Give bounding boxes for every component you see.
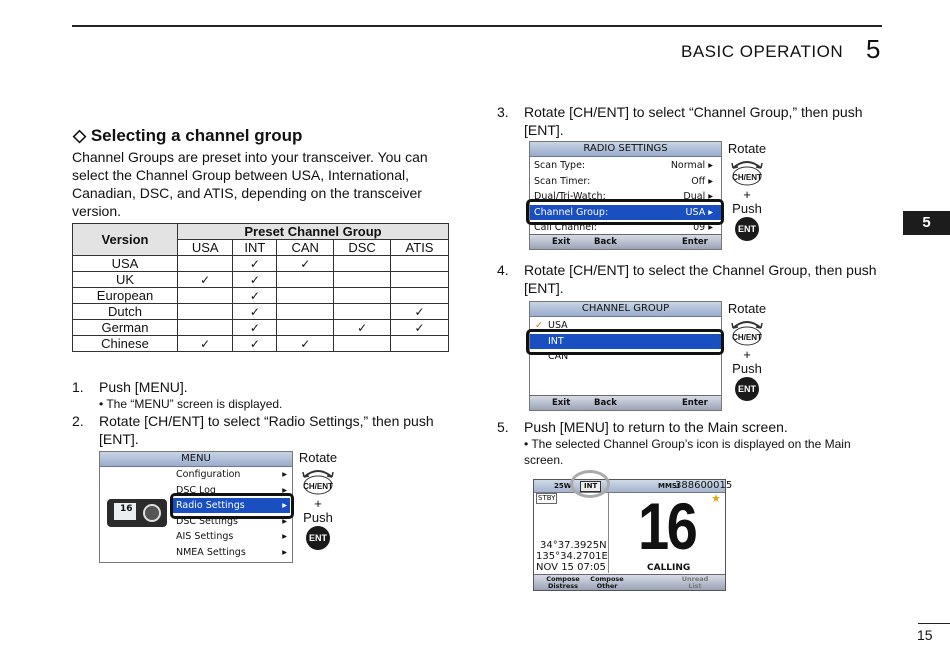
channel-group-title: CHANNEL GROUP <box>530 302 721 317</box>
column-header: USA <box>178 240 233 256</box>
table-row <box>73 256 449 272</box>
mmsi-label: MMSI <box>658 482 680 490</box>
channel-number: 16 <box>638 489 696 563</box>
step-number: 1. <box>72 379 84 395</box>
column-header: DSC <box>334 240 391 256</box>
empty-cell <box>391 336 449 352</box>
control-guide-3 <box>727 302 767 401</box>
longitude: 135°34.2701E <box>536 551 608 562</box>
softkey-exit[interactable]: Exit <box>552 398 571 408</box>
rotate-label: Rotate <box>727 141 767 156</box>
settings-label: Call Channel: <box>534 222 597 233</box>
check-icon: ✓ <box>233 304 277 320</box>
step-3 <box>497 103 882 139</box>
knob-label: CH/ENT <box>303 482 333 491</box>
latitude: 34°37.3925N <box>540 540 607 551</box>
table-row <box>73 272 449 288</box>
empty-cell <box>178 320 233 336</box>
check-icon: ✓ <box>178 336 233 352</box>
check-icon: ✓ <box>233 288 277 304</box>
column-header: CAN <box>277 240 334 256</box>
ch-ent-knob-icon[interactable] <box>729 158 765 186</box>
header-rule <box>72 25 882 27</box>
empty-cell <box>334 288 391 304</box>
softkey-line: Compose <box>590 575 624 583</box>
check-icon: ✓ <box>233 272 277 288</box>
table-body <box>73 256 449 352</box>
chevron-right-icon: ▸ <box>282 515 287 527</box>
status-bar <box>534 480 733 493</box>
empty-cell <box>334 304 391 320</box>
divider <box>608 493 609 573</box>
softkey-line: Unread <box>681 575 709 583</box>
menu-item[interactable]: DSC Log ▸ <box>176 484 287 496</box>
radio-channel-mini: 16 <box>120 504 133 514</box>
check-icon: ✓ <box>233 256 277 272</box>
group-icon-circle-highlight <box>570 470 610 498</box>
step-note: • The selected Channel Group’s icon is displayed on the Main screen. <box>524 437 851 467</box>
chapter-side-tab[interactable]: 5 <box>903 211 950 235</box>
check-icon: ✓ <box>178 272 233 288</box>
chapter-title: BASIC OPERATION <box>681 42 844 61</box>
page-number: 15 <box>917 627 933 643</box>
softkey-back[interactable]: Back <box>594 237 617 247</box>
check-icon: ✓ <box>277 256 334 272</box>
table-row <box>73 304 449 320</box>
plus-label: + <box>743 347 751 362</box>
version-cell: Dutch <box>73 304 178 320</box>
check-icon: ✓ <box>233 336 277 352</box>
settings-label: Channel Group: <box>534 206 609 218</box>
version-cell: USA <box>73 256 178 272</box>
channel-group-screen <box>529 301 722 411</box>
empty-cell <box>178 288 233 304</box>
step-number: 5. <box>497 419 509 435</box>
menu-item[interactable]: Radio Settings ▸ <box>172 498 290 513</box>
softkey-line: List <box>688 582 702 590</box>
main-softkey-bar <box>534 574 725 590</box>
chevron-right-icon: ▸ <box>282 546 287 558</box>
settings-row[interactable] <box>530 158 721 173</box>
settings-value: Normal ▸ <box>670 160 713 171</box>
softkey-enter[interactable]: Enter <box>682 237 708 247</box>
step-1 <box>72 378 447 412</box>
empty-cell <box>391 272 449 288</box>
version-cell: Chinese <box>73 336 178 352</box>
knob-label: CH/ENT <box>732 173 762 182</box>
softkey-line: Compose <box>546 575 580 583</box>
empty-cell <box>277 320 334 336</box>
control-guide-2 <box>727 142 767 241</box>
time-display: NOV 15 07:05 <box>536 562 606 573</box>
version-cell: German <box>73 320 178 336</box>
rotate-label: Rotate <box>727 301 767 316</box>
ent-button[interactable]: ENT <box>306 526 330 550</box>
knob-label: CH/ENT <box>732 333 762 342</box>
column-header: ATIS <box>391 240 449 256</box>
softkey-exit[interactable]: Exit <box>552 237 571 247</box>
rotate-label: Rotate <box>298 450 338 465</box>
section-title <box>73 126 302 146</box>
int-option-highlight <box>526 329 724 355</box>
ch-ent-knob-icon[interactable] <box>729 318 765 346</box>
table-row <box>73 288 449 304</box>
group-header: Preset Channel Group <box>178 224 449 240</box>
ch-ent-knob-icon[interactable] <box>300 467 336 495</box>
radio-settings-title: RADIO SETTINGS <box>530 142 721 157</box>
step-4 <box>497 261 882 297</box>
diamond-icon: ◇ <box>73 126 87 145</box>
plus-label: + <box>314 496 322 511</box>
radio-settings-screen <box>529 141 722 250</box>
mmsi-number: 388600015 <box>675 480 733 491</box>
radio-device-image <box>106 496 168 530</box>
version-cell: UK <box>73 272 178 288</box>
step-text: Rotate [CH/ENT] to select “Radio Settings,” then push [ENT]. <box>99 413 434 447</box>
option-label: CAN <box>548 351 569 362</box>
table-row <box>73 320 449 336</box>
step-text: Push [MENU]. <box>99 379 188 395</box>
softkey-bar <box>530 234 721 249</box>
check-icon: ✓ <box>535 320 543 331</box>
power-indicator: 25W <box>554 482 572 490</box>
empty-cell <box>334 256 391 272</box>
version-cell: European <box>73 288 178 304</box>
channel-group-icon: INT <box>580 481 601 492</box>
step-text: Rotate [CH/ENT] to select the Channel Group, then push [ENT]. <box>524 262 877 296</box>
settings-value: Off ▸ <box>691 175 713 187</box>
main-screen <box>533 479 733 591</box>
softkey-enter[interactable]: Enter <box>682 398 708 408</box>
softkey-unread-list[interactable] <box>672 576 718 590</box>
channel-group-table <box>72 223 449 352</box>
push-label: Push <box>732 361 762 376</box>
empty-cell <box>334 272 391 288</box>
empty-cell <box>277 288 334 304</box>
chevron-right-icon: ▸ <box>282 531 287 542</box>
option-label: USA <box>548 320 568 331</box>
push-label: Push <box>303 510 333 525</box>
channel-group-highlight <box>526 199 724 225</box>
check-icon: ✓ <box>391 304 449 320</box>
menu-title: MENU <box>100 452 292 467</box>
check-icon: ✓ <box>233 320 277 336</box>
menu-item[interactable]: AIS Settings ▸ <box>176 531 287 542</box>
menu-item[interactable]: Configuration ▸ <box>176 469 287 480</box>
settings-row[interactable] <box>530 174 721 189</box>
empty-cell <box>178 304 233 320</box>
step-note: • The “MENU” screen is displayed. <box>99 397 283 411</box>
plus-label: + <box>743 187 751 202</box>
footer-rule <box>918 623 950 624</box>
menu-item[interactable]: NMEA Settings ▸ <box>176 546 287 558</box>
step-number: 4. <box>497 262 509 278</box>
settings-label: Scan Type: <box>534 160 586 171</box>
empty-cell <box>277 304 334 320</box>
check-icon: ✓ <box>391 320 449 336</box>
settings-value: 09 ▸ <box>693 222 713 233</box>
table-row <box>73 336 449 352</box>
favorite-star-icon[interactable]: ★ <box>711 492 721 505</box>
push-label: Push <box>732 201 762 216</box>
check-icon: ✓ <box>334 320 391 336</box>
ent-button[interactable]: ENT <box>735 377 759 401</box>
step-5 <box>497 418 882 468</box>
softkey-line: Distress <box>548 582 578 590</box>
empty-cell <box>178 256 233 272</box>
menu-selection-highlight <box>170 493 294 519</box>
step-number: 3. <box>497 104 509 120</box>
softkey-line: Other <box>596 582 618 590</box>
softkey-compose-distress[interactable] <box>540 576 586 590</box>
empty-cell <box>391 288 449 304</box>
chevron-right-icon: ▸ <box>282 484 287 496</box>
version-header: Version <box>73 224 178 256</box>
chevron-right-icon: ▸ <box>282 500 287 511</box>
step-2 <box>72 412 452 448</box>
empty-cell <box>334 336 391 352</box>
softkey-compose-other[interactable] <box>586 576 628 590</box>
control-guide-1 <box>298 451 338 550</box>
step-number: 2. <box>72 413 84 429</box>
section-intro: Channel Groups are preset into your transceiver. You can select the Channel Group between USA, International, Canadian, DSC, and ATIS, depending on the transceiver version. <box>72 149 428 219</box>
step-text: Rotate [CH/ENT] to select “Channel Group,” then push [ENT]. <box>524 104 863 138</box>
empty-cell <box>391 256 449 272</box>
softkey-back[interactable]: Back <box>594 398 617 408</box>
chevron-right-icon: ▸ <box>282 469 287 480</box>
step-text: Push [MENU] to return to the Main screen. <box>524 419 788 435</box>
section-title-text: Selecting a channel group <box>90 126 303 145</box>
column-header: INT <box>233 240 277 256</box>
ent-button[interactable]: ENT <box>735 217 759 241</box>
channel-name: CALLING <box>647 563 691 573</box>
option-label: INT <box>548 335 564 347</box>
menu-item[interactable]: DSC Settings ▸ <box>176 515 287 527</box>
settings-value: Dual ▸ <box>683 191 713 202</box>
softkey-bar <box>530 395 721 410</box>
check-icon: ✓ <box>277 336 334 352</box>
settings-label: Dual/Tri-Watch: <box>534 191 606 202</box>
settings-label: Scan Timer: <box>534 175 591 187</box>
settings-value: USA ▸ <box>685 206 713 218</box>
chapter-number: 5 <box>866 34 881 64</box>
empty-cell <box>277 272 334 288</box>
mode-indicator: STBY <box>538 494 556 502</box>
